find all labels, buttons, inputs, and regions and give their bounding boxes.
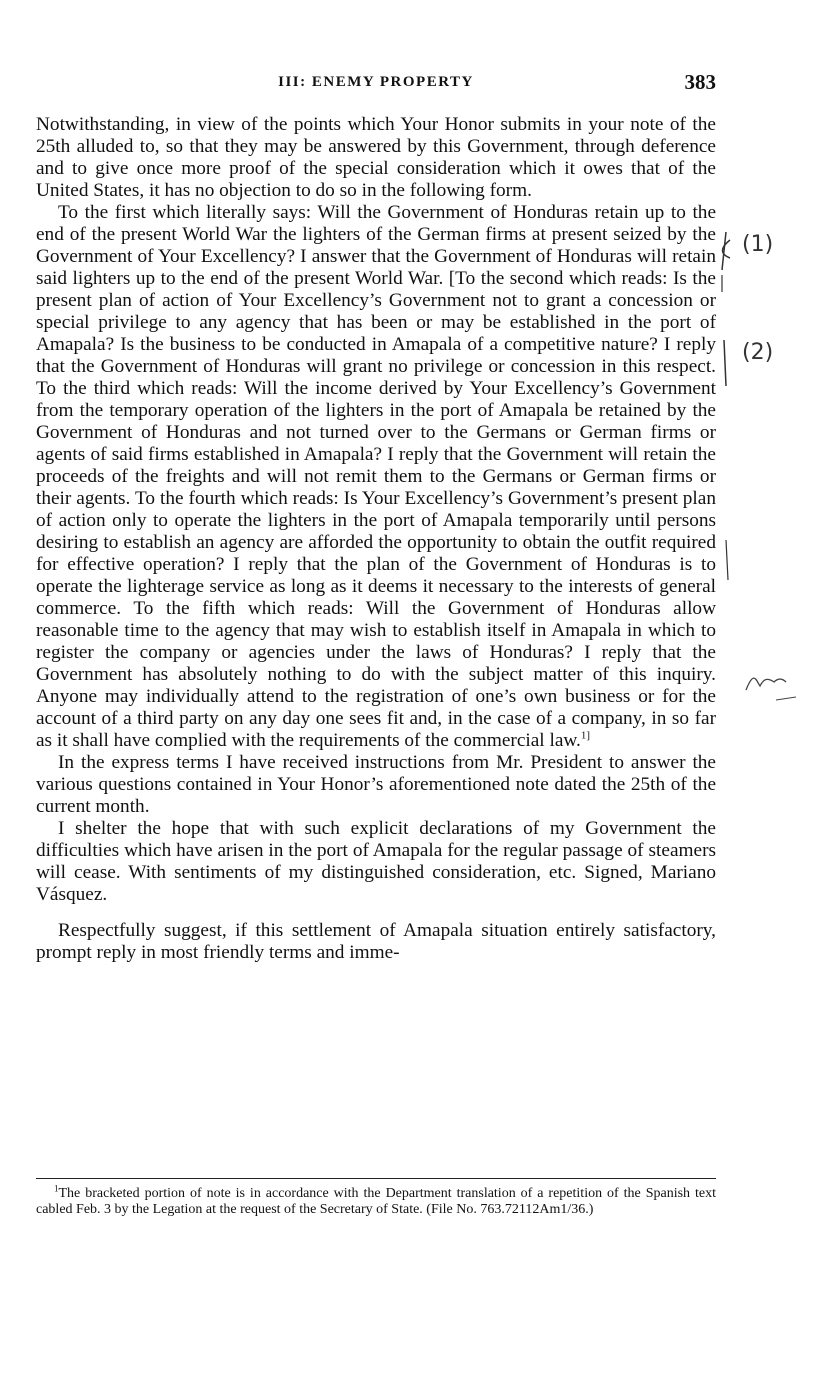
footnote <box>36 1183 716 1218</box>
page-number: 383 <box>684 70 716 94</box>
paragraph-3: In the express terms I have received instructions from Mr. President to answer the various questions contained in Your Honor’s aforementioned note dated the 25th of the current month. <box>36 752 716 817</box>
footnote-text: The bracketed portion of note is in accordance with the Department translation of a repetition of the Spanish text cabled Feb. 3 by the Legation at the request of the Secretary of State. (File No. 763.72112Am1/36.) <box>36 1186 716 1217</box>
paragraph-2-text: To the first which literally says: Will the Government of Honduras retain up to the end of the present World War the lighters of the German firms at present seized by the Government of Your Excellency? I answer that the Government of Honduras will retain said lighters up to the end of the present World War. [To the second which reads: Is the present plan of action of Your Excellency’s Government not to grant a concession or special privilege to any agency that has been or may be established in the port of Amapala? Is the business to be conducted in Amapala of a competitive nature? I reply that the Government of Honduras will grant no privilege or concession in this respect. To the third which reads: Will the income derived by Your Excellency’s Government from the temporary operation of the lighters in the port of Amapala be retained by the Government of Honduras and not turned over to the Germans or German firms or agents of said firms established in Amapala? I reply that the Government will retain the proceeds of the freights and will not remit them to the Germans or German firms or their agents. To the fourth which reads: Is Your Excellency’s Government’s present plan of action only to operate the lighters in the port of Amapala temporarily until persons desiring to establish an agency are afforded the opportunity to obtain the outfit required for effective operation? I reply that the plan of the Government of Honduras is to operate the lighterage service as long as it deems it necessary to the interests of general commerce. To the fifth which reads: Will the Government of Honduras allow reasonable time to the agency that may wish to establish itself in Amapala in which to register the company or agencies under the laws of Honduras? I reply that the Government has absolutely nothing to do with the subject matter of this inquiry. Anyone may individually attend to the registration of one’s own business or for the account of a third party on any day one sees fit and, in the case of a company, in so far as it shall have complied with the requirements of the commercial law. <box>36 202 716 751</box>
body-text <box>36 114 716 964</box>
handwritten-marks <box>716 220 831 720</box>
running-head: III: ENEMY PROPERTY <box>278 74 474 90</box>
footnote-rule <box>36 1178 716 1179</box>
margin-annotations <box>716 220 831 720</box>
annotation-1: (1) <box>742 232 774 257</box>
paragraph-2 <box>36 202 716 752</box>
paragraph-4: I shelter the hope that with such explicit declarations of my Government the difficulties which have arisen in the port of Amapala for the regular passage of steamers will cease. With sentiments of my distinguished consideration, etc. Signed, Mariano Vásquez. <box>36 818 716 905</box>
footnote-marker: 1 <box>54 1183 59 1194</box>
page-header <box>36 70 716 100</box>
paragraph-5: Respectfully suggest, if this settlement of Amapala situation entirely satisfactory, prompt reply in most friendly terms and imme- <box>36 920 716 963</box>
annotation-2: (2) <box>742 340 774 365</box>
paragraph-1: Notwithstanding, in view of the points which Your Honor submits in your note of the 25th alluded to, so that they may be answered by this Government, through deference and to give once more proof of the special consideration which it owes that of the United States, it has no objection to do so in the following form. <box>36 114 716 201</box>
footnote-ref: 1] <box>580 729 591 742</box>
